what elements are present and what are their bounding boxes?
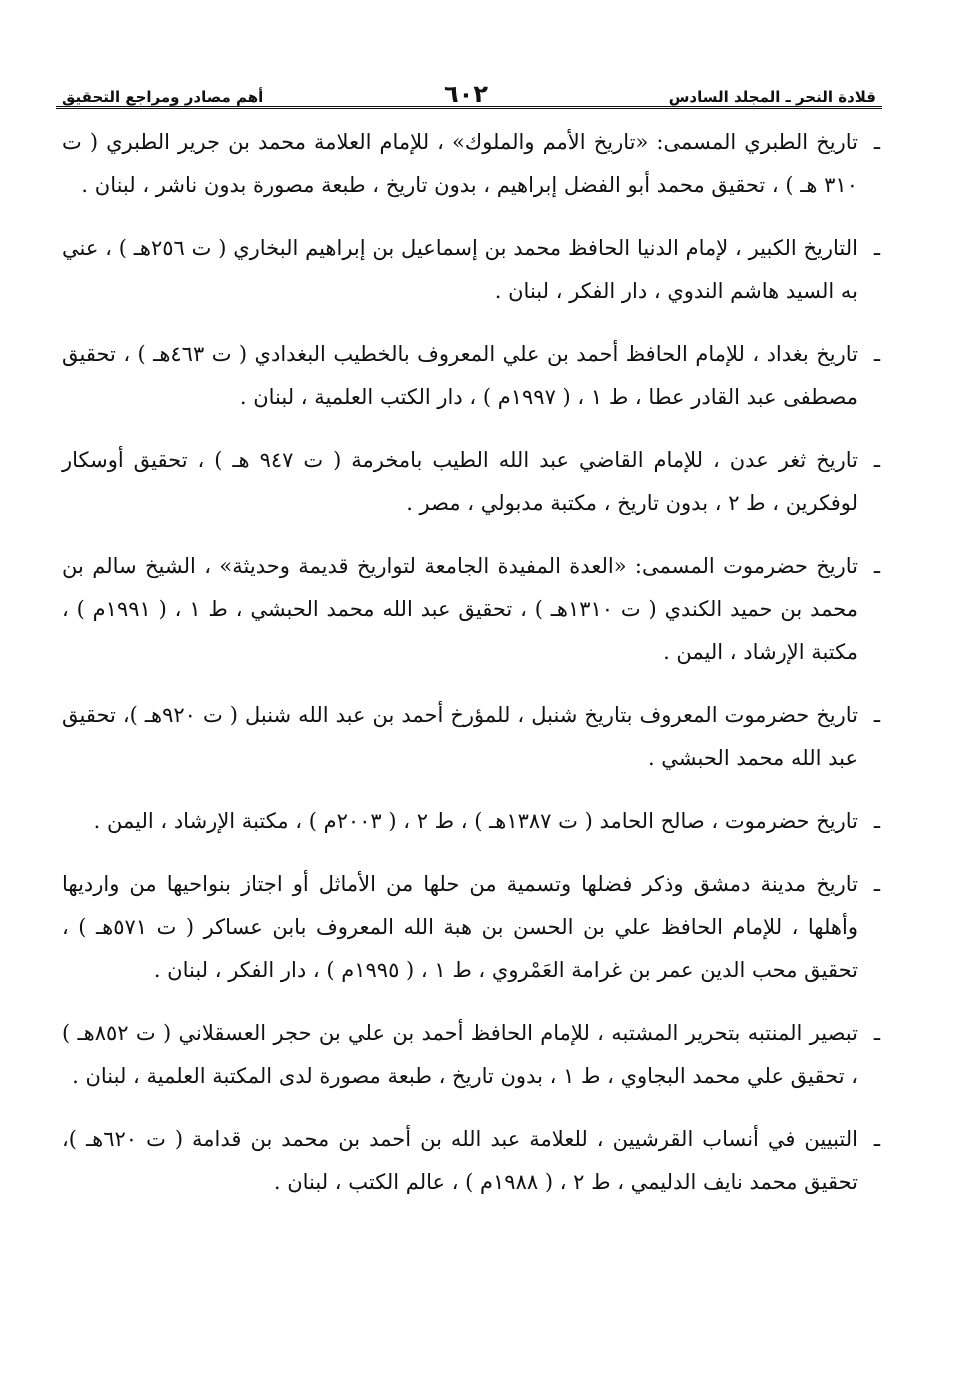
bibliography-entry (62, 227, 880, 313)
entry-text: تاريخ ثغر عدن ، للإمام القاضي عبد الله الطيب بامخرمة ( ت ٩٤٧ هـ ) ، تحقيق أوسكار لوفكرين ، ط ٢ ، بدون تاريخ ، مكتبة مدبولي ، مصر . (62, 448, 858, 515)
bibliography-entry (62, 121, 880, 207)
bibliography-entry (62, 1118, 880, 1204)
entry-text: التبيين في أنساب القرشيين ، للعلامة عبد الله بن أحمد بن محمد بن قدامة ( ت ٦٢٠هـ )، تحقيق محمد نايف الدليمي ، ط ٢ ، ( ١٩٨٨م ) ، عالم الكتب ، لبنان . (62, 1127, 858, 1194)
entry-text: تاريخ حضرموت المعروف بتاريخ شنبل ، للمؤرخ أحمد بن عبد الله شنبل ( ت ٩٢٠هـ )، تحقيق عبد الله محمد الحبشي . (62, 703, 858, 770)
bibliography-entry (62, 694, 880, 780)
bibliography-entry (62, 863, 880, 992)
bibliography-list (62, 121, 880, 1204)
entry-text: تاريخ مدينة دمشق وذكر فضلها وتسمية من حلها من الأماثل أو اجتاز بنواحيها من وارديها وأهلها ، للإمام الحافظ علي بن الحسن بن هبة الله المعروف بابن عساكر ( ت ٥٧١هـ ) ، تحقيق محب الدين عمر بن غرامة العَمْروي ، ط ١ ، ( ١٩٩٥م ) ، دار الفكر ، لبنان . (62, 872, 858, 982)
entry-dash: ـ (873, 342, 880, 366)
bibliography-entry (62, 439, 880, 525)
entry-text: تاريخ حضرموت ، صالح الحامد ( ت ١٣٨٧هـ ) ، ط ٢ ، ( ٢٠٠٣م ) ، مكتبة الإرشاد ، اليمن . (93, 809, 858, 833)
entry-dash: ـ (873, 554, 880, 578)
entry-dash: ـ (873, 1127, 880, 1151)
bibliography-entry (62, 1012, 880, 1098)
entry-text: تاريخ الطبري المسمى: «تاريخ الأمم والملوك» ، للإمام العلامة محمد بن جرير الطبري ( ت ٣١٠ هـ ) ، تحقيق محمد أبو الفضل إبراهيم ، بدون تاريخ ، طبعة مصورة بدون ناشر ، لبنان . (62, 130, 858, 197)
bibliography-entry (62, 545, 880, 674)
entry-text: تاريخ بغداد ، للإمام الحافظ أحمد بن علي المعروف بالخطيب البغدادي ( ت ٤٦٣هـ ) ، تحقيق مصطفى عبد القادر عطا ، ط ١ ، ( ١٩٩٧م ) ، دار الكتب العلمية ، لبنان . (62, 342, 858, 409)
entry-dash: ـ (873, 130, 880, 154)
entry-dash: ـ (873, 1021, 880, 1045)
entry-dash: ـ (873, 809, 880, 833)
entry-dash: ـ (873, 448, 880, 472)
bibliography-entry (62, 333, 880, 419)
entry-dash: ـ (873, 236, 880, 260)
bibliography-entry (62, 800, 880, 843)
entry-text: تاريخ حضرموت المسمى: «العدة المفيدة الجامعة لتواريخ قديمة وحديثة» ، الشيخ سالم بن محمد بن حميد الكندي ( ت ١٣١٠هـ ) ، تحقيق عبد الله محمد الحبشي ، ط ١ ، ( ١٩٩١م ) ، مكتبة الإرشاد ، اليمن . (62, 554, 859, 664)
entry-dash: ـ (873, 703, 880, 727)
section-title: أهم مصادر ومراجع التحقيق (62, 88, 264, 106)
entry-dash: ـ (873, 872, 880, 896)
page-number: ٦٠٢ (444, 80, 488, 108)
page-header (62, 72, 876, 106)
book-title: قلادة النحر ـ المجلد السادس (668, 88, 876, 106)
entry-text: التاريخ الكبير ، لإمام الدنيا الحافظ محمد بن إسماعيل بن إبراهيم البخاري ( ت ٢٥٦هـ ) ، عني به السيد هاشم الندوي ، دار الفكر ، لبنان . (62, 236, 859, 303)
entry-text: تبصير المنتبه بتحرير المشتبه ، للإمام الحافظ أحمد بن علي بن حجر العسقلاني ( ت ٨٥٢هـ ) ، تحقيق علي محمد البجاوي ، ط ١ ، بدون تاريخ ، طبعة مصورة لدى المكتبة العلمية ، لبنان . (62, 1021, 858, 1088)
